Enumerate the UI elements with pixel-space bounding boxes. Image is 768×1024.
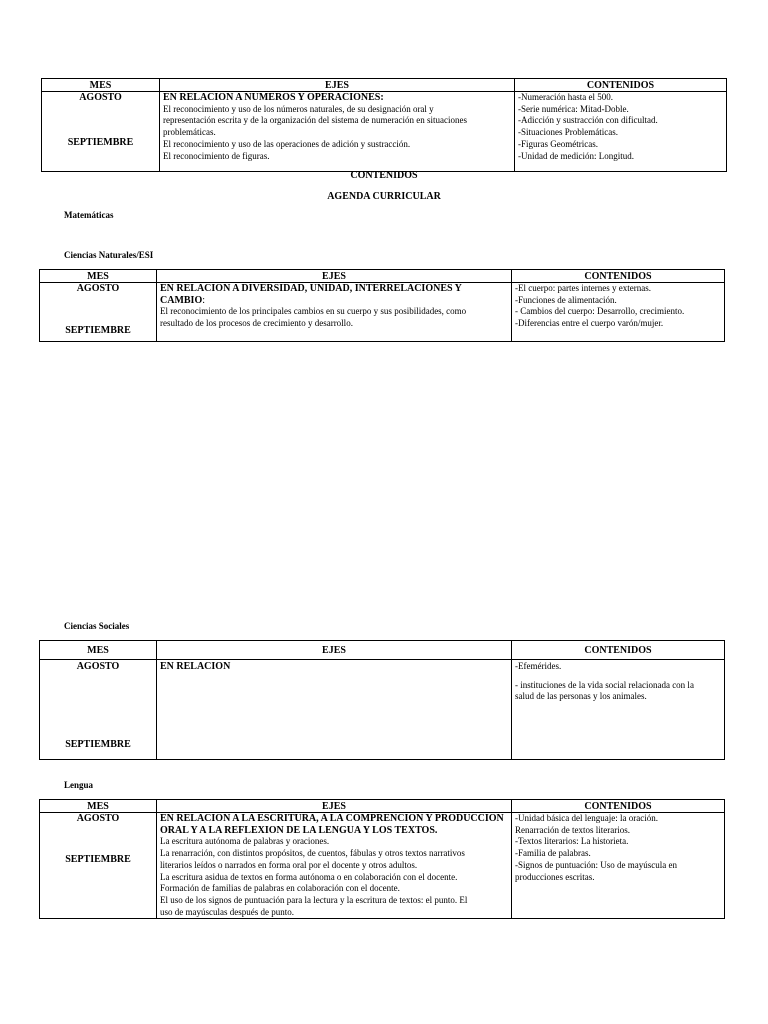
mes-cell [40,283,157,342]
ejes-cell [160,92,515,172]
ejes-cell [157,660,512,760]
header-mes: MES [40,270,157,283]
contenido-item: -Adicción y sustracción con dificultad. [518,115,658,126]
section-ciencias-sociales: Ciencias Sociales [64,621,130,631]
table-ciencias-sociales [39,640,725,760]
ejes-line: uso de mayúsculas después de punto. [160,906,294,917]
month-septiembre: SEPTIEMBRE [65,853,131,865]
header-ejes: EJES [157,800,512,813]
ejes-title-colon: : [202,294,206,306]
ejes-title: EN RELACION A DIVERSIDAD, UNIDAD, INTERRELACIONES Y [160,283,462,294]
month-septiembre: SEPTIEMBRE [65,738,131,750]
ejes-line: La escritura asidua de textos en forma autónoma o en colaboración con el docente. [160,871,458,882]
header-mes: MES [42,79,160,92]
ejes-title: ORAL Y A LA REFLEXION DE LA LENGUA Y LOS TEXTOS. [160,824,438,836]
contenido-item: Renarración de textos literarios. [515,824,630,835]
heading-contenidos: CONTENIDOS [350,170,418,181]
header-contenidos: CONTENIDOS [512,270,725,283]
ejes-title-part: CAMBIO [160,294,203,306]
ejes-line: representación escrita y de la organización del sistema de numeración en situaciones [163,115,467,126]
contenido-item: - instituciones de la vida social relacionada con la [515,679,694,690]
contenidos-cell [512,813,725,919]
ejes-line: literarios leídos o narrados en forma oral por el docente y otros adultos. [160,859,418,870]
ejes-line: El reconocimiento y uso de los números naturales, de su designación oral y [163,103,434,114]
month-septiembre: SEPTIEMBRE [67,136,134,148]
heading-agenda-curricular: AGENDA CURRICULAR [327,191,441,202]
ejes-line: La escritura autónoma de palabras y oraciones. [160,836,330,847]
month-agosto: AGOSTO [76,661,120,672]
ejes-line: problemáticas. [163,127,216,138]
header-contenidos: CONTENIDOS [512,800,725,813]
ejes-line: El uso de los signos de puntuación para la lectura y la escritura de textos: el punto. El [160,894,468,905]
contenido-item: -Figuras Geométricas. [518,138,598,149]
header-ejes: EJES [157,641,512,660]
header-contenidos: CONTENIDOS [512,641,725,660]
contenidos-cell [515,92,727,172]
contenido-item: -Diferencias entre el cuerpo varón/mujer. [515,318,664,329]
contenido-item: -Situaciones Problemáticas. [518,127,618,138]
mes-cell [40,660,157,760]
ejes-title [160,295,508,307]
contenido-item: -Numeración hasta el 500. [518,92,613,102]
mes-cell [42,92,160,172]
ejes-line: resultado de los procesos de crecimiento y desarrollo. [160,318,353,329]
contenido-item: -Familia de palabras. [515,848,591,859]
header-contenidos: CONTENIDOS [515,79,727,92]
mes-cell [40,813,157,919]
month-septiembre: SEPTIEMBRE [65,324,131,336]
header-mes: MES [40,800,157,813]
contenido-item: salud de las personas y los animales. [515,691,647,702]
header-ejes: EJES [157,270,512,283]
contenido-item: - Cambios del cuerpo: Desarrollo, crecimiento. [515,306,685,317]
contenido-item: -El cuerpo: partes internes y externas. [515,283,651,293]
contenido-item: -Efemérides. [515,661,562,671]
header-ejes: EJES [160,79,515,92]
contenidos-cell [512,660,725,760]
table-lengua [39,799,725,919]
ejes-line: El reconocimiento y uso de las operaciones de adición y sustracción. [163,138,411,149]
ejes-line: Formación de familias de palabras en colaboración con el docente. [160,883,400,894]
section-ciencias-naturales: Ciencias Naturales/ESI [64,250,154,260]
ejes-cell [157,813,512,919]
contenido-item: -Signos de puntuación: Uso de mayúscula en [515,859,677,870]
contenido-item: -Funciones de alimentación. [515,294,617,305]
table-matematicas [41,78,727,172]
month-agosto: AGOSTO [76,283,120,294]
ejes-title: EN RELACION [160,661,231,672]
contenido-item: -Textos literarios: La historieta. [515,836,629,847]
section-lengua: Lengua [64,780,94,790]
ejes-title: EN RELACION A LA ESCRITURA, A LA COMPRENCION Y PRODUCCION [160,813,504,824]
contenido-item: -Unidad de medición: Longitud. [518,150,634,161]
header-mes: MES [40,641,157,660]
contenido-item: -Serie numérica: Mitad-Doble. [518,103,629,114]
month-agosto: AGOSTO [79,92,122,103]
month-agosto: AGOSTO [76,813,120,824]
table-ciencias-naturales [39,269,725,342]
contenido-item: -Unidad básica del lenguaje: la oración. [515,813,658,823]
ejes-line: El reconocimiento de los principales cambios en su cuerpo y sus posibilidades, como [160,306,467,317]
ejes-line: La renarración, con distintos propósitos, de cuentos, fábulas y otros textos narrativos [160,848,465,859]
section-matematicas: Matemáticas [64,210,114,220]
ejes-cell [157,283,512,342]
contenido-item: producciones escritas. [515,871,595,882]
contenidos-cell [512,283,725,342]
ejes-line: El reconocimiento de figuras. [163,150,270,161]
ejes-title: EN RELACION A NUMEROS Y OPERACIONES: [163,92,384,103]
